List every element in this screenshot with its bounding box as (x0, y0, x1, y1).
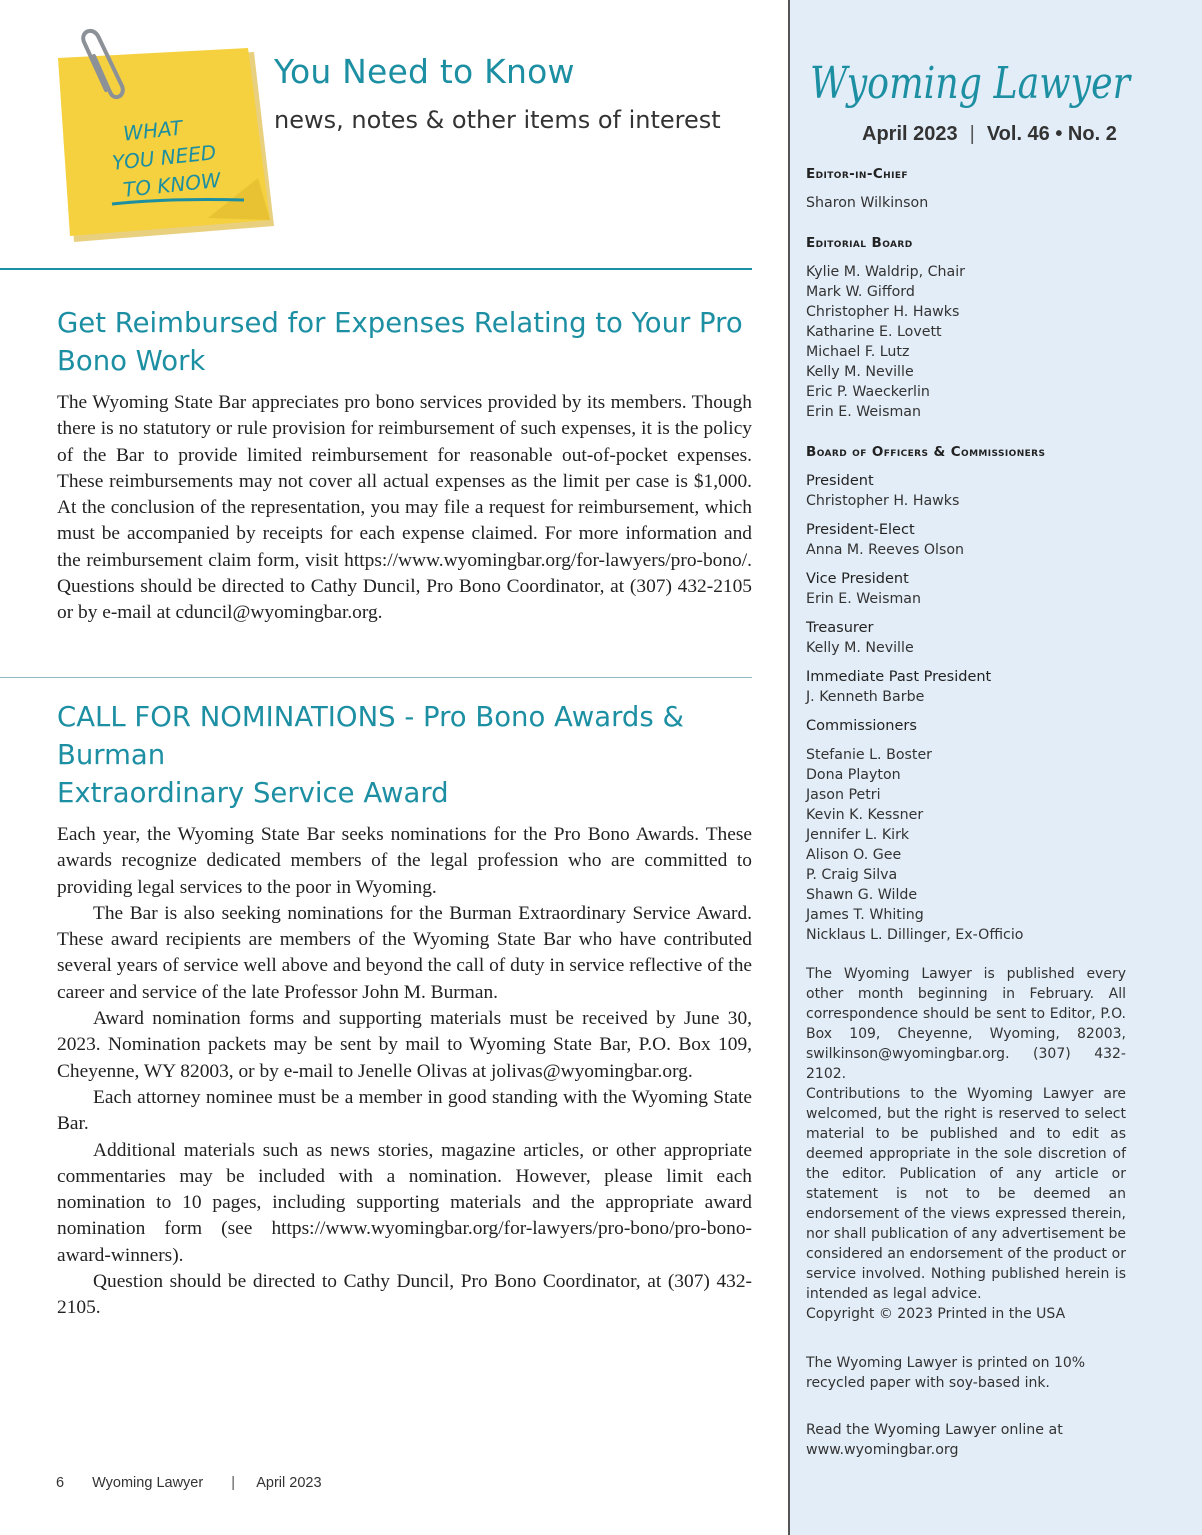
recycled-info (806, 1353, 1106, 1393)
officers-section (806, 442, 1136, 945)
officer-role: President-Elect (806, 522, 915, 538)
editor-section (806, 164, 1136, 213)
editor-heading: Editor-in-Chief (806, 166, 908, 182)
sticky-note-line-2: YOU NEED (111, 140, 218, 175)
board-member: Christopher H. Hawks (806, 304, 960, 320)
footer-publication: Wyoming Lawyer (92, 1475, 204, 1491)
online-notice: Read the Wyoming Lawyer online at (806, 1422, 1063, 1438)
footer-separator: | (231, 1475, 235, 1491)
article-divider (0, 677, 752, 678)
heading-line-1: CALL FOR NOMINATIONS - Pro Bono Awards & Burman (57, 701, 684, 771)
paragraph: Additional materials such as news stories, magazine articles, or other appropriate commentaries may be included with a nomination. However, please limit each nomination to 10 pages, including supporting materials and the appropriate award nomination form (see https://www.wyomingbar.org/for-lawyers/pro-bono/pro-bono-award-winners). (57, 1139, 752, 1266)
article-pro-bono-reimbursement (57, 304, 752, 627)
section-title: You Need to Know (274, 52, 575, 91)
officer-role: Treasurer (806, 620, 874, 636)
paragraph: Question should be directed to Cathy Duncil, Pro Bono Coordinator, at (307) 432-2105. (57, 1271, 752, 1319)
paragraph: Award nomination forms and supporting materials must be received by June 30, 2023. Nomination packets may be sent by mail to Wyoming State Bar, P.O. Box 109, Cheyenne, WY 82003, or by e-mail to Jenelle Olivas at jolivas@wyomingbar.org. (57, 1008, 752, 1082)
contributions-info (806, 1084, 1126, 1304)
issue-separator: | (969, 123, 975, 145)
masthead-title: Wyoming Lawyer (810, 58, 1133, 109)
commissioner-name: Jennifer L. Kirk (806, 827, 910, 843)
board-member: Erin E. Weisman (806, 404, 921, 420)
masthead-logo (800, 52, 1140, 116)
officer-role: Immediate Past President (806, 669, 992, 685)
board-member: Kelly M. Neville (806, 364, 914, 380)
commissioner-name: Kevin K. Kessner (806, 807, 924, 823)
recycled-notice: The Wyoming Lawyer is printed on 10% recycled paper with soy-based ink. (806, 1355, 1086, 1391)
board-member: Kylie M. Waldrip, Chair (806, 264, 965, 280)
page-number: 6 (56, 1475, 65, 1491)
article-body: The Wyoming State Bar appreciates pro bono services provided by its members. Though there is no statutory or rule provision for reimbursement of such expenses, it is the policy of the Bar to provide limited reimbursement for reasonable out-of-pocket expenses. These reimbursements may not cover all actual expenses as the limit per case is $1,000. At the conclusion of the representation, you may file a request for reimbursement, which must be accompanied by receipts for each expense claimed. For more information and the reimbursement claim form, visit https://www.wyomingbar.org/for-lawyers/pro-bono/. Questions should be directed to Cathy Duncil, Pro Bono Coordinator, at (307) 432-2105 or by e-mail at cduncil@wyomingbar.org. (57, 392, 752, 624)
heading-line-2: Bono Work (57, 345, 206, 377)
heading-line-2: Extraordinary Service Award (57, 777, 449, 809)
page-footer (56, 1475, 346, 1491)
copyright-notice: Copyright © 2023 Printed in the USA (806, 1306, 1066, 1322)
commissioner-name: Dona Playton (806, 767, 901, 783)
online-info (806, 1420, 1136, 1460)
editorial-board-section (806, 233, 1136, 422)
sticky-note-line-3: TO KNOW (121, 167, 222, 202)
paragraph: Each year, the Wyoming State Bar seeks nominations for the Pro Bono Awards. These awards recognize dedicated members of the legal profession who are committed to providing legal services to the poor in Wyoming. (57, 824, 752, 898)
commissioner-name: Jason Petri (806, 787, 881, 803)
board-member: Katharine E. Lovett (806, 324, 942, 340)
footer-date: April 2023 (256, 1475, 322, 1491)
publication-info (806, 964, 1126, 1084)
online-link[interactable]: www.wyomingbar.org (806, 1442, 959, 1458)
publication-notice: The Wyoming Lawyer is published every other month beginning in February. All correspondence should be sent to Editor, P.O. Box 109, Cheyenne, Wyoming, 82003, swilkinson@wyomingbar.org. (307) 432-2102. (806, 966, 1126, 1082)
article-heading (57, 304, 752, 380)
issue-date: April 2023 (862, 123, 958, 145)
commissioner-name: Nicklaus L. Dillinger, Ex-Officio (806, 927, 1024, 943)
contributions-notice: Contributions to the Wyoming Lawyer are welcomed, but the right is reserved to select material to be published and to edit as deemed appropriate in the sole discretion of the editor. Publication of any article or statement is not to be deemed an endorsement of the views expressed therein, nor shall publication of any advertisement be considered an endorsement of the product or service involved. Nothing published herein is intended as legal advice. (806, 1086, 1126, 1302)
officer-name: Christopher H. Hawks (806, 493, 960, 509)
commissioner-name: Stefanie L. Boster (806, 747, 933, 763)
editorial-board-heading: Editorial Board (806, 235, 913, 251)
paragraph: The Bar is also seeking nominations for the Burman Extraordinary Service Award. These award recipients are members of the Wyoming State Bar who have contributed several years of service well above and beyond the call of duty in service reflective of the career and service of the late Professor John M. Burman. (57, 902, 752, 1003)
section-subtitle: news, notes & other items of interest (274, 106, 721, 134)
officer-name: J. Kenneth Barbe (806, 689, 925, 705)
officer-name: Erin E. Weisman (806, 591, 921, 607)
commissioner-name: Alison O. Gee (806, 847, 902, 863)
commissioners-heading: Commissioners (806, 718, 917, 734)
issue-info (862, 123, 1117, 146)
board-member: Mark W. Gifford (806, 284, 915, 300)
paragraph: Each attorney nominee must be a member in good standing with the Wyoming State Bar. (57, 1086, 752, 1135)
sticky-note-graphic (48, 28, 280, 252)
commissioner-name: James T. Whiting (806, 907, 924, 923)
header-divider (0, 268, 752, 270)
copyright-info (806, 1304, 1136, 1324)
article-heading (57, 698, 752, 812)
board-member: Michael F. Lutz (806, 344, 910, 360)
officers-heading: Board of Officers & Commissioners (806, 444, 1046, 460)
commissioner-name: P. Craig Silva (806, 867, 898, 883)
article-call-for-nominations (57, 698, 752, 1322)
officer-role: Vice President (806, 571, 909, 587)
officer-name: Kelly M. Neville (806, 640, 914, 656)
sticky-note-line-1: WHAT (122, 115, 184, 146)
officer-name: Anna M. Reeves Olson (806, 542, 965, 558)
heading-line-1: Get Reimbursed for Expenses Relating to Your Pro (57, 307, 743, 339)
officer-role: President (806, 473, 874, 489)
board-member: Eric P. Waeckerlin (806, 384, 930, 400)
issue-volume: Vol. 46 • No. 2 (986, 123, 1117, 145)
editor-name: Sharon Wilkinson (806, 195, 929, 211)
commissioner-name: Shawn G. Wilde (806, 887, 918, 903)
